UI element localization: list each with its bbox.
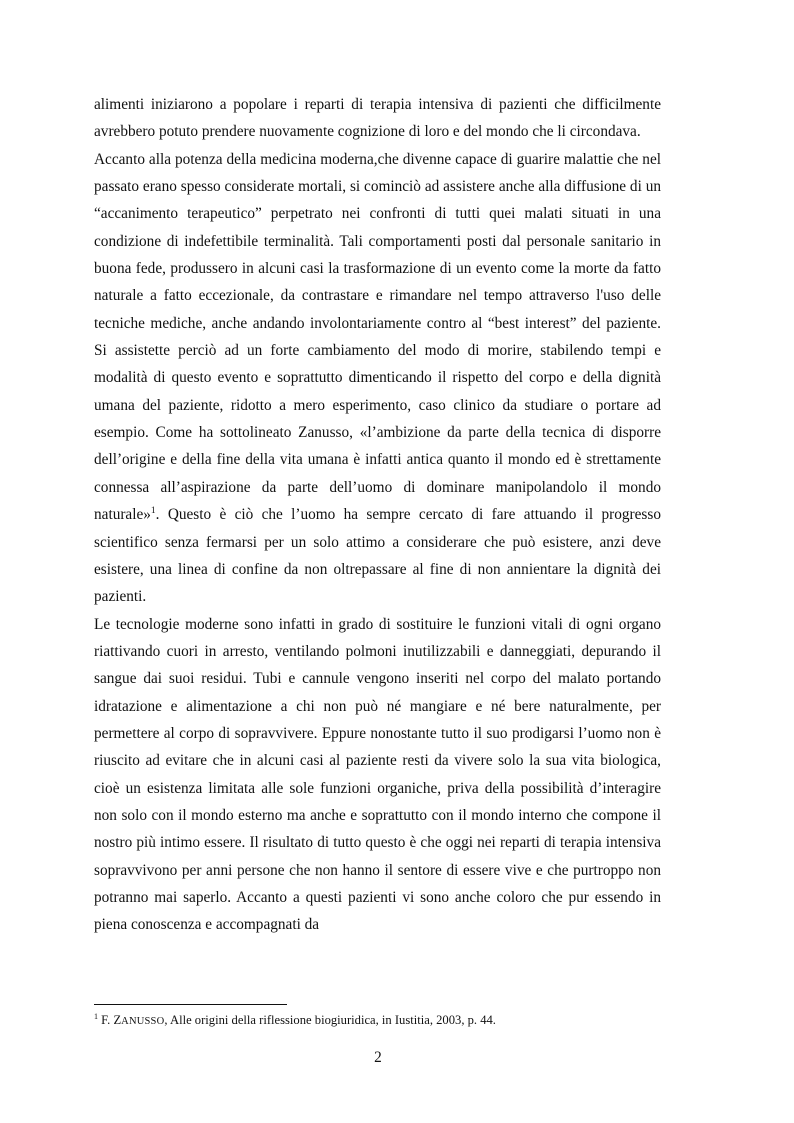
paragraph-2-text-continued: . Questo è ciò che l’uomo ha sempre cercato di fare attuando il progresso scientifico senza fermarsi per un solo attimo a considerare che può esistere, anzi deve esistere, una linea di confine da non oltrepassare al fine di non annientare la dignità dei pazienti. <box>94 506 661 606</box>
paragraph-2 <box>94 146 661 611</box>
paragraph-3: Le tecnologie moderne sono infatti in grado di sostituire le funzioni vitali di ogni organo riattivando cuori in arresto, ventilando polmoni inutilizzabili e danneggiati, depurando il sangue dai suoi residui. Tubi e cannule vengono inseriti nel corpo del malato portando idratazione e alimentazione a chi non può né mangiare e né bere naturalmente, per permettere al corpo di sopravvivere. Eppure nonostante tutto il suo prodigarsi l’uomo non è riuscito ad evitare che in alcuni casi al paziente resti da vivere solo la sua vita biologica, cioè un esistenza limitata alle sole funzioni organiche, priva della possibilità d’interagire non solo con il mondo esterno ma anche e soprattutto con il mondo interno che compone il nostro più intimo essere. Il risultato di tutto questo è che oggi nei reparti di terapia intensiva sopravvivono per anni persone che non hanno il sentore di essere vive e che purtroppo non potranno mai saperlo. Accanto a questi pazienti vi sono anche coloro che pur essendo in piena conoscenza e accompagnati da <box>94 615 661 934</box>
footnote-text: , Alle origini della riflessione biogiuridica, in Iustitia, 2003, p. 44. <box>164 1013 496 1027</box>
footnote-number: 1 <box>94 1012 98 1021</box>
footnote-author-initial: F. Z <box>101 1013 122 1027</box>
footnote-author-rest: ANUSSO <box>121 1016 165 1027</box>
paragraph-1: alimenti iniziarono a popolare i reparti di terapia intensiva di pazienti che difficilmente avrebbero potuto prendere nuovamente cognizione di loro e del mondo che li circondava. <box>94 96 661 141</box>
body-text <box>94 91 661 939</box>
page-number: 2 <box>374 1049 382 1066</box>
footnote <box>94 1012 661 1030</box>
footnote-reference: 1 <box>150 506 156 517</box>
footnote-separator <box>94 1004 287 1005</box>
paragraph-2-text: Accanto alla potenza della medicina moderna,che divenne capace di guarire malattie che nel passato erano spesso considerate mortali, si cominciò ad assistere anche alla diffusione di un “accanimento terapeutico” perpetrato nei confronti di tutti quei malati situati in una condizione di indefettibile terminalità. Tali comportamenti posti dal personale sanitario in buona fede, produssero in alcuni casi la trasformazione di un evento come la morte da fatto naturale a fatto eccezionale, da contrastare e rimandare nel tempo attraverso l'uso delle tecniche mediche, anche andando involontariamente contro al “best interest” del paziente. Si assistette perciò ad un forte cambiamento del modo di morire, stabilendo tempi e modalità di questo evento e soprattutto dimenticando il rispetto del corpo e della dignità umana del paziente, ridotto a mero esperimento, caso clinico da studiare o portare ad esempio. Come ha sottolineato Zanusso, «l’ambizione da parte della tecnica di disporre dell’origine e della fine della vita umana è infatti antica quanto il mondo ed è strettamente connessa all’aspirazione da parte dell’uomo di dominare manipolandolo il mondo naturale» <box>94 150 661 524</box>
